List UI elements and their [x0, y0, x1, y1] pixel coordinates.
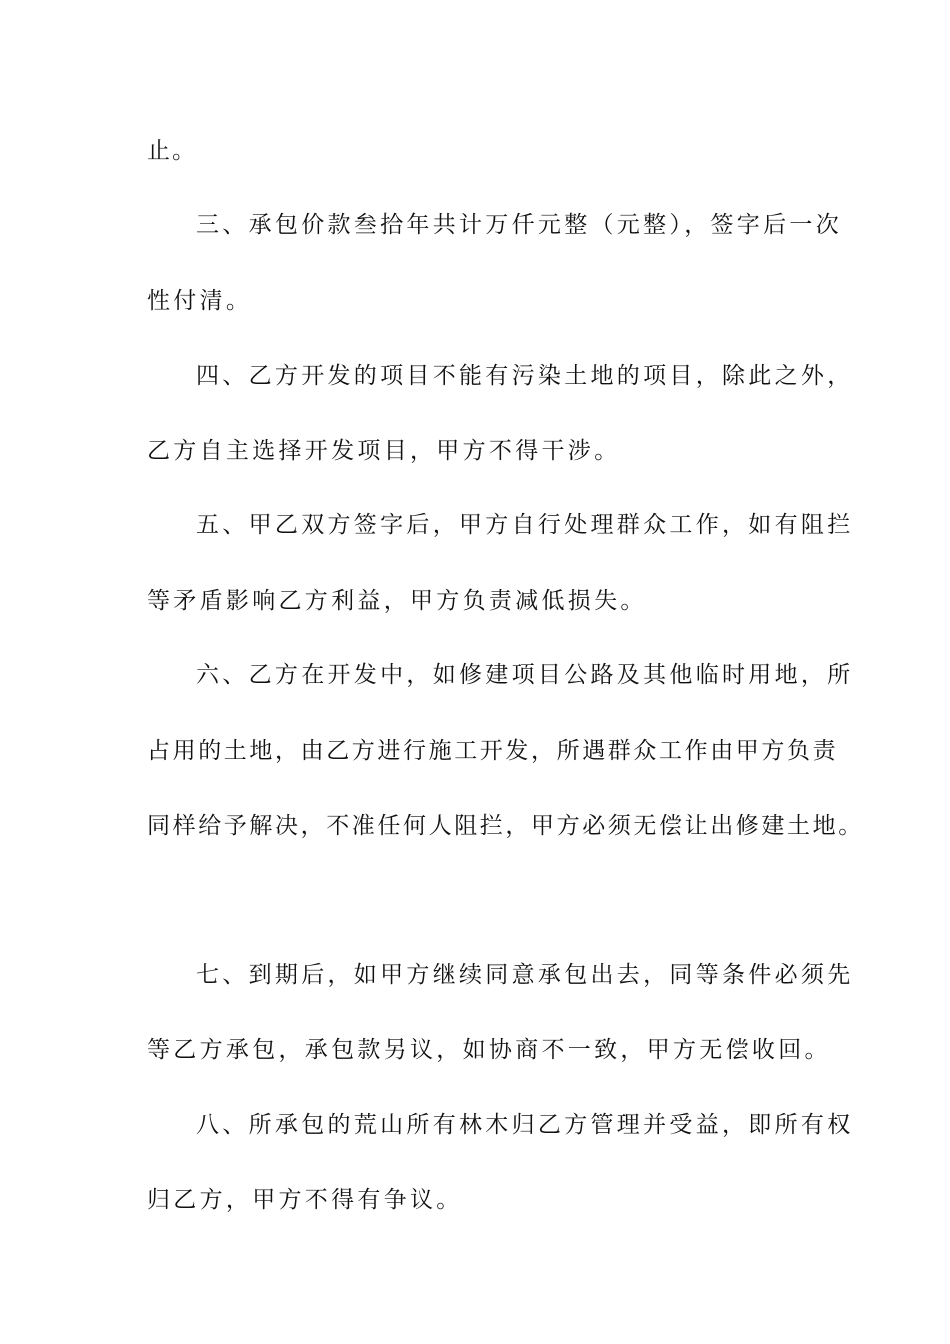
clause-5-line-1: 五、甲乙双方签字后，甲方自行处理群众工作，如有阻拦: [196, 512, 854, 538]
clause-3-line-1: 三、承包价款叁拾年共计万仟元整（元整），签字后一次: [196, 212, 842, 238]
clause-8-line-2: 归乙方，甲方不得有争议。: [147, 1187, 463, 1213]
clause-6-line-3: 同样给予解决，不准任何人阻拦，甲方必须无偿让出修建土地。: [147, 813, 864, 839]
clause-8-line-1: 八、所承包的荒山所有林木归乙方管理并受益，即所有权: [196, 1112, 854, 1138]
clause-4-line-1: 四、乙方开发的项目不能有污染土地的项目，除此之外，: [196, 363, 854, 389]
clause-4-line-2: 乙方自主选择开发项目，甲方不得干涉。: [147, 438, 621, 464]
clause-5-line-2: 等矛盾影响乙方利益，甲方负责减低损失。: [147, 588, 647, 614]
clause-6-line-1: 六、乙方在开发中，如修建项目公路及其他临时用地，所: [196, 662, 854, 688]
clause-6-line-2: 占用的土地，由乙方进行施工开发，所遇群众工作由甲方负责: [147, 738, 839, 764]
text-line-1: 止。: [147, 138, 197, 164]
clause-7-line-1: 七、到期后，如甲方继续同意承包出去，同等条件必须先: [196, 962, 854, 988]
clause-3-line-2: 性付清。: [147, 288, 253, 314]
clause-7-line-2: 等乙方承包，承包款另议，如协商不一致，甲方无偿收回。: [147, 1037, 831, 1063]
